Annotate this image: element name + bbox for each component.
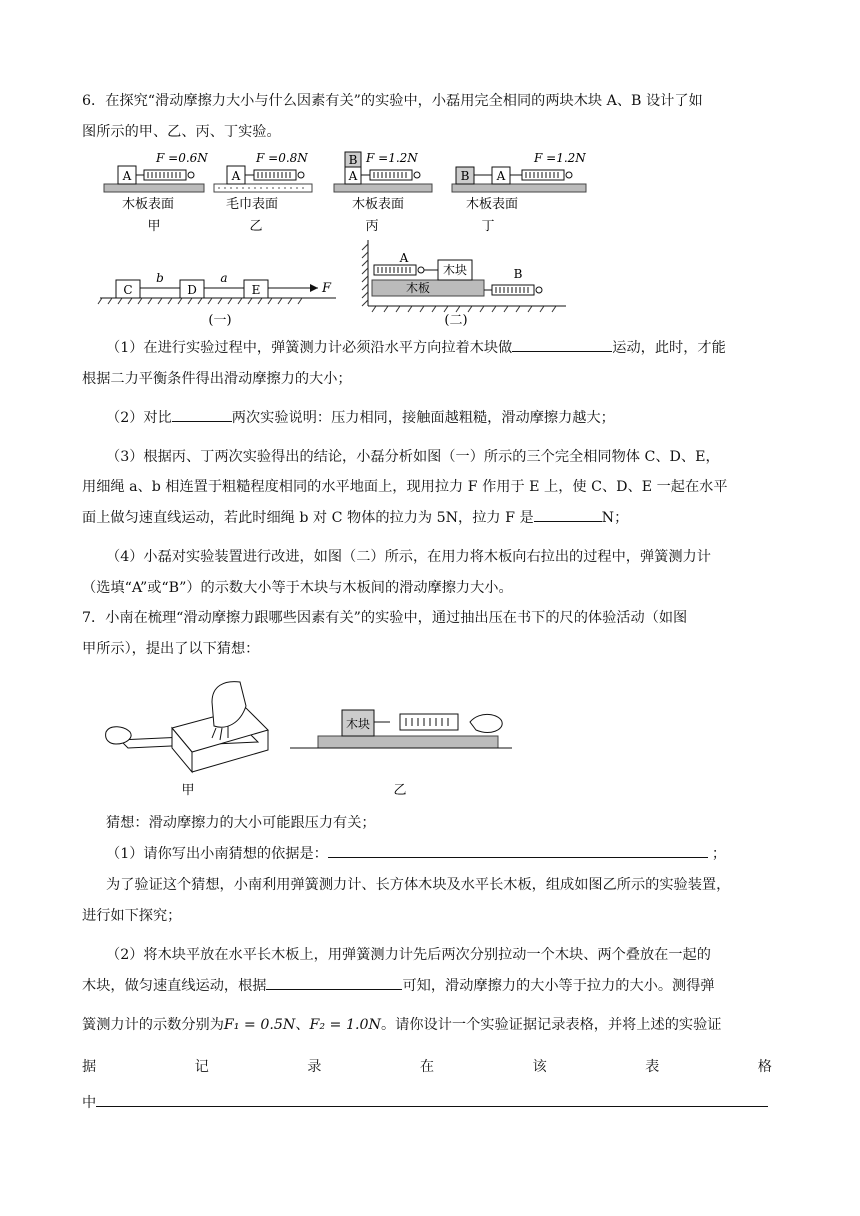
q6-part3-text-d: N； bbox=[601, 510, 629, 526]
q6-part2-text-b: 两次实验说明：压力相同，接触面越粗糙，滑动摩擦力越大； bbox=[231, 410, 615, 426]
block-a-label: A bbox=[231, 169, 241, 183]
spring-a-label: A bbox=[399, 251, 409, 265]
panel-name-bing: 丙 bbox=[365, 219, 379, 234]
spring-scale-icon bbox=[400, 714, 458, 730]
q7-stem-line2: 甲所示），提出了以下猜想： bbox=[82, 641, 260, 657]
q7-part2-line5 bbox=[82, 1088, 772, 1119]
answer-blank[interactable] bbox=[96, 1091, 768, 1107]
q7-para-line1: 为了验证这个猜想，小南利用弹簧测力计、长方体木块及水平长木板，组成如图乙所示的实验装置， bbox=[106, 877, 731, 893]
fig2-caption: (二) bbox=[444, 313, 468, 328]
formula-f2: F₂ = 1.0N bbox=[309, 1017, 381, 1033]
board-label: 木板 bbox=[405, 281, 431, 295]
surface-label-ding: 木板表面 bbox=[465, 197, 519, 212]
formula-f1: F₁ = 0.5N bbox=[223, 1017, 296, 1033]
rope-b-label: b bbox=[156, 271, 164, 285]
q7-part2-text-g: 中 bbox=[82, 1095, 97, 1111]
label-yi: 乙 bbox=[393, 783, 407, 798]
q7-part1-end: ； bbox=[711, 846, 727, 862]
q7-part2-text-e: 。请你设计一个实验证据记录表格，并将上述的实验证 bbox=[380, 1017, 722, 1033]
spring-b-label: B bbox=[513, 267, 523, 281]
force-label-yi: F =0.8N bbox=[256, 151, 308, 165]
block-e-label: E bbox=[251, 283, 261, 297]
q6-part1-line1 bbox=[106, 333, 772, 364]
label-jia: 甲 bbox=[181, 783, 195, 798]
q6-part1-text-a: （1）在进行实验过程中，弹簧测力计必须沿水平方向拉着木块做 bbox=[106, 340, 513, 356]
block-a-label: A bbox=[496, 169, 506, 183]
q7-part2-line3: 簧测力计的示数分别为F₁ = 0.5N、F₂ = 1.0N。请你设计一个实验证据记录表格，并将上述的实验证 bbox=[82, 1017, 722, 1033]
block-a-label: A bbox=[122, 169, 132, 183]
q6-figure-one bbox=[96, 268, 346, 330]
q7-part2-line1: （2）将木块平放在水平长木板上，用弹簧测力计先后两次分别拉动一个木块、两个叠放在一起的 bbox=[106, 947, 711, 963]
panel-ding bbox=[452, 151, 586, 234]
spread-word: 据 bbox=[82, 1059, 97, 1075]
q7-figure-jia bbox=[100, 672, 272, 800]
q7-part1 bbox=[106, 839, 772, 870]
q6-part3-text-c: 面上做匀速直线运动，若此时细绳 b 对 C 物体的拉力为 5N，拉力 F 是 bbox=[82, 510, 534, 526]
force-label-jia: F =0.6N bbox=[156, 151, 208, 165]
spread-word: 该 bbox=[532, 1059, 547, 1075]
q6-part3-line2: 用细绳 a、b 相连置于粗糙程度相同的水平地面上，现用拉力 F 作用于 E 上，使 C、D、E 一起在水平 bbox=[82, 479, 728, 495]
q6-part3-line1: （3）根据丙、丁两次实验得出的结论，小磊分析如图（一）所示的三个完全相同物体 C、D、E， bbox=[106, 449, 720, 465]
answer-blank[interactable] bbox=[266, 974, 402, 990]
hand-icon bbox=[470, 714, 502, 732]
q6-figure-two bbox=[356, 238, 572, 330]
q6-figure-row1 bbox=[96, 150, 596, 236]
panel-yi bbox=[214, 151, 312, 234]
q7-figure-yi bbox=[290, 700, 516, 800]
spread-word: 格 bbox=[757, 1059, 772, 1075]
surface-label-yi: 毛巾表面 bbox=[225, 197, 279, 212]
spread-word: 记 bbox=[194, 1059, 209, 1075]
q7-part2-text-d: 簧测力计的示数分别为 bbox=[82, 1017, 224, 1033]
q6-part4-line2: （选填“A”或“B”）的示数大小等于木块与木板间的滑动摩擦力大小。 bbox=[82, 580, 513, 596]
q6-stem-line1: 6．在探究“滑动摩擦力大小与什么因素有关”的实验中，小磊用完全相同的两块木块 A、B 设计了如 bbox=[82, 93, 703, 109]
block-b-label: B bbox=[460, 169, 470, 183]
q6-part2-text-a: （2）对比 bbox=[106, 410, 172, 426]
q6-part3-line3 bbox=[82, 503, 772, 534]
block-d-label: D bbox=[187, 283, 197, 297]
hand-icon bbox=[106, 727, 131, 744]
block-c-label: C bbox=[123, 283, 133, 297]
surface-label-bing: 木板表面 bbox=[351, 197, 405, 212]
wood-block-label: 木块 bbox=[345, 717, 371, 731]
q7-part2-line2 bbox=[82, 971, 772, 1002]
answer-blank[interactable] bbox=[512, 336, 612, 352]
panel-name-ding: 丁 bbox=[481, 219, 495, 234]
spread-word: 录 bbox=[307, 1059, 322, 1075]
wood-block-label: 木块 bbox=[442, 263, 468, 277]
q7-stem-line1: 7．小南在梳理“滑动摩擦力跟哪些因素有关”的实验中，通过抽出压在书下的尺的体验活动（如图 bbox=[82, 610, 688, 626]
q7-part2-text-b: 木块，做匀速直线运动，根据 bbox=[82, 978, 267, 994]
panel-bing bbox=[334, 151, 432, 234]
spread-words bbox=[82, 1052, 772, 1083]
q6-stem-line2: 图所示的甲、乙、丙、丁实验。 bbox=[82, 124, 281, 140]
long-board bbox=[318, 736, 498, 748]
arrow-icon bbox=[310, 284, 318, 292]
answer-blank[interactable] bbox=[172, 406, 232, 422]
force-label-bing: F =1.2N bbox=[366, 151, 418, 165]
spread-word: 在 bbox=[419, 1059, 435, 1075]
force-label-ding: F =1.2N bbox=[534, 151, 586, 165]
q6-part1-line2: 根据二力平衡条件得出滑动摩擦力的大小； bbox=[82, 371, 352, 387]
q7-part2-text-c: 可知，滑动摩擦力的大小等于拉力的大小。测得弹 bbox=[402, 978, 715, 994]
q6-part2 bbox=[106, 403, 772, 434]
fig1-caption: (一) bbox=[208, 313, 232, 328]
force-f-label: F bbox=[322, 281, 332, 296]
q7-part1-text: （1）请你写出小南猜想的依据是： bbox=[106, 846, 328, 862]
q6-part4-line1: （4）小磊对实验装置进行改进，如图（二）所示，在用力将木板向右拉出的过程中，弹簧测力计 bbox=[106, 549, 711, 565]
block-b-label: B bbox=[348, 153, 358, 167]
q7-guess: 猜想：滑动摩擦力的大小可能跟压力有关； bbox=[106, 815, 376, 831]
panel-name-jia: 甲 bbox=[147, 219, 161, 234]
answer-blank[interactable] bbox=[328, 842, 708, 858]
spread-word: 表 bbox=[645, 1059, 660, 1075]
block-a-label: A bbox=[348, 169, 358, 183]
q7-part2-line4 bbox=[82, 1052, 772, 1083]
rope-a-label: a bbox=[220, 271, 228, 285]
q6-part1-text-b: 运动，此时，才能 bbox=[612, 340, 726, 356]
panel-name-yi: 乙 bbox=[249, 219, 263, 234]
surface-label-jia: 木板表面 bbox=[121, 197, 175, 212]
answer-blank[interactable] bbox=[534, 506, 602, 522]
panel-jia bbox=[104, 151, 208, 234]
q7-para-line2: 进行如下探究； bbox=[82, 908, 182, 924]
